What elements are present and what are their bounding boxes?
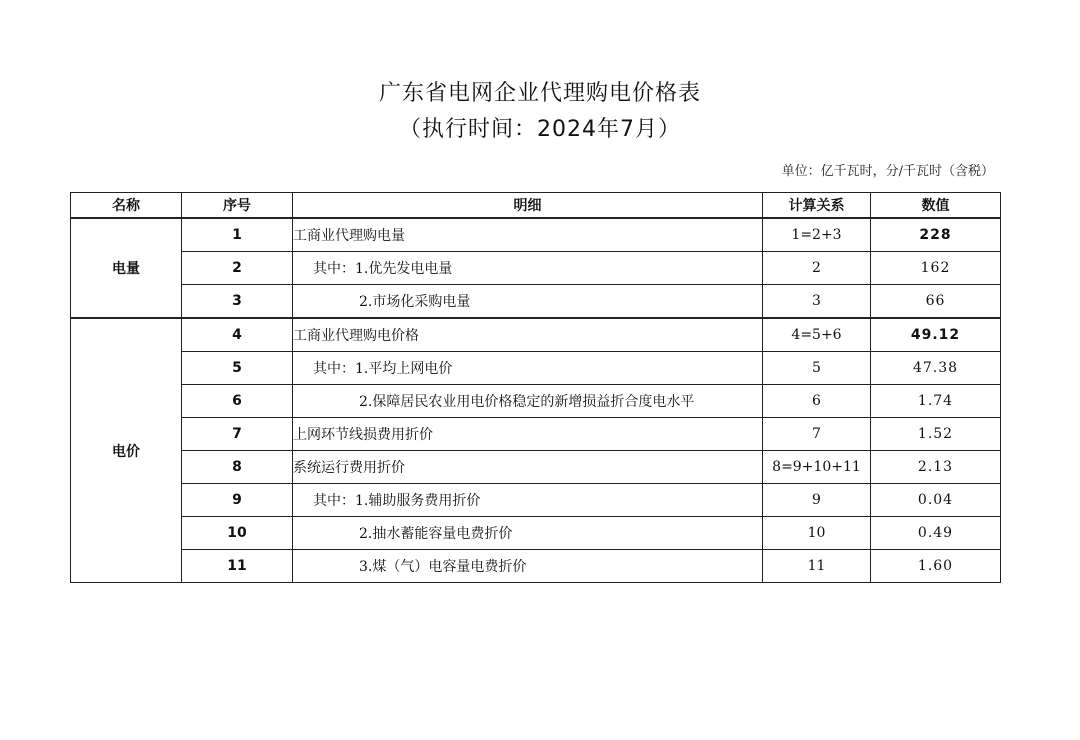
row-value: 0.04 bbox=[871, 484, 1001, 517]
row-calc: 9 bbox=[763, 484, 871, 517]
header-detail: 明细 bbox=[293, 193, 763, 219]
row-seq: 11 bbox=[182, 550, 293, 583]
row-value: 228 bbox=[871, 218, 1001, 252]
header-value: 数值 bbox=[871, 193, 1001, 219]
row-calc: 4=5+6 bbox=[763, 318, 871, 352]
row-detail: 2.市场化采购电量 bbox=[293, 285, 763, 319]
row-seq: 6 bbox=[182, 385, 293, 418]
group-energy: 电量 bbox=[71, 218, 182, 318]
row-calc: 5 bbox=[763, 352, 871, 385]
row-calc: 10 bbox=[763, 517, 871, 550]
row-value: 2.13 bbox=[871, 451, 1001, 484]
unit-note: 单位：亿千瓦时，分/千瓦时（含税） bbox=[781, 164, 994, 179]
page-title: 广东省电网企业代理购电价格表 bbox=[378, 81, 701, 106]
row-detail: 其中：1.平均上网电价 bbox=[293, 352, 763, 385]
row-seq: 8 bbox=[182, 451, 293, 484]
row-calc: 8=9+10+11 bbox=[763, 451, 871, 484]
row-detail: 上网环节线损费用折价 bbox=[293, 418, 763, 451]
header-seq: 序号 bbox=[182, 193, 293, 219]
table-row bbox=[71, 318, 1001, 352]
table-row bbox=[71, 517, 1001, 550]
row-detail: 工商业代理购电价格 bbox=[293, 318, 763, 352]
row-seq: 2 bbox=[182, 252, 293, 285]
row-value: 66 bbox=[871, 285, 1001, 319]
row-value: 49.12 bbox=[871, 318, 1001, 352]
row-value: 0.49 bbox=[871, 517, 1001, 550]
row-calc: 2 bbox=[763, 252, 871, 285]
row-calc: 3 bbox=[763, 285, 871, 319]
row-detail: 2.抽水蓄能容量电费折价 bbox=[293, 517, 763, 550]
row-seq: 4 bbox=[182, 318, 293, 352]
row-seq: 1 bbox=[182, 218, 293, 252]
table-row bbox=[71, 418, 1001, 451]
table-header-row bbox=[71, 193, 1001, 219]
header-calc: 计算关系 bbox=[763, 193, 871, 219]
header-name: 名称 bbox=[71, 193, 182, 219]
row-seq: 7 bbox=[182, 418, 293, 451]
row-calc: 6 bbox=[763, 385, 871, 418]
row-seq: 3 bbox=[182, 285, 293, 319]
row-value: 1.60 bbox=[871, 550, 1001, 583]
table-row bbox=[71, 352, 1001, 385]
row-value: 1.74 bbox=[871, 385, 1001, 418]
row-value: 1.52 bbox=[871, 418, 1001, 451]
table-row bbox=[71, 218, 1001, 252]
row-detail: 其中：1.优先发电电量 bbox=[293, 252, 763, 285]
row-calc: 1=2+3 bbox=[763, 218, 871, 252]
row-detail: 2.保障居民农业用电价格稳定的新增损益折合度电水平 bbox=[293, 385, 763, 418]
table-row bbox=[71, 451, 1001, 484]
table-row bbox=[71, 550, 1001, 583]
table-row bbox=[71, 285, 1001, 319]
row-seq: 9 bbox=[182, 484, 293, 517]
group-price: 电价 bbox=[71, 318, 182, 583]
row-value: 47.38 bbox=[871, 352, 1001, 385]
row-detail: 其中：1.辅助服务费用折价 bbox=[293, 484, 763, 517]
row-detail: 3.煤（气）电容量电费折价 bbox=[293, 550, 763, 583]
price-table bbox=[70, 192, 1001, 583]
table-row bbox=[71, 252, 1001, 285]
page-subtitle: （执行时间：2024年7月） bbox=[399, 117, 681, 142]
table-row bbox=[71, 484, 1001, 517]
row-calc: 7 bbox=[763, 418, 871, 451]
table-row bbox=[71, 385, 1001, 418]
row-seq: 5 bbox=[182, 352, 293, 385]
row-calc: 11 bbox=[763, 550, 871, 583]
row-seq: 10 bbox=[182, 517, 293, 550]
row-detail: 工商业代理购电量 bbox=[293, 218, 763, 252]
row-detail: 系统运行费用折价 bbox=[293, 451, 763, 484]
row-value: 162 bbox=[871, 252, 1001, 285]
